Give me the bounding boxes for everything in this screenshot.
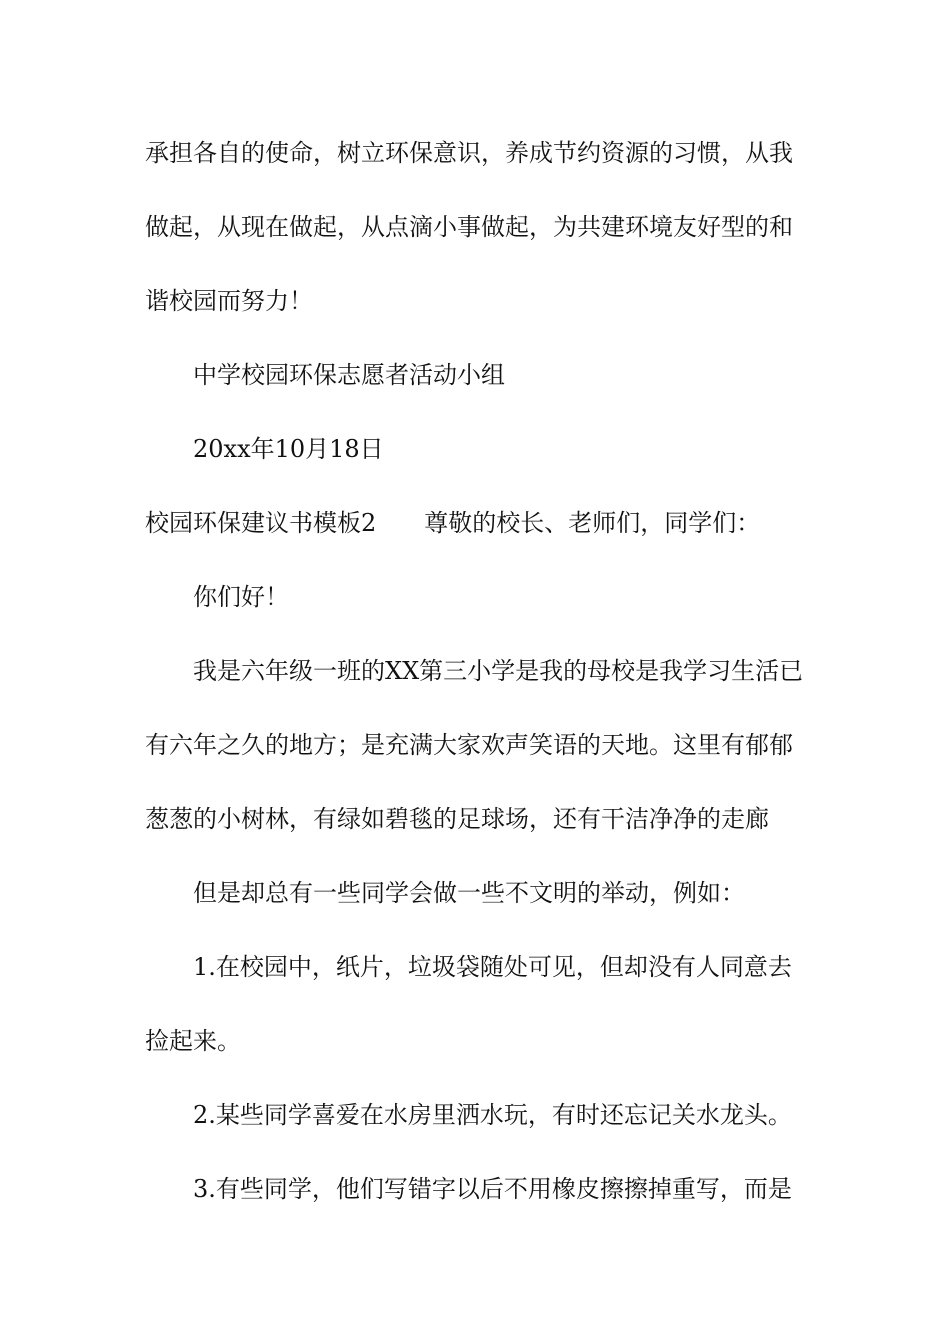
paragraph-line: 谐校园而努力！: [145, 287, 313, 315]
signature-date: 20xx年10月18日: [193, 435, 384, 463]
list-item-line: 1.在校园中，纸片，垃圾袋随处可见，但却没有人同意去: [193, 953, 792, 981]
section-heading-line: 校园环保建议书模板2 尊敬的校长、老师们，同学们：: [145, 509, 761, 537]
paragraph-line: 我是六年级一班的XX第三小学是我的母校是我学习生活已: [193, 657, 804, 685]
list-item-line: 3.有些同学，他们写错字以后不用橡皮擦擦掉重写，而是: [193, 1175, 792, 1203]
list-item-line: 2.某些同学喜爱在水房里洒水玩，有时还忘记关水龙头。: [193, 1101, 792, 1129]
greeting-line: 你们好！: [193, 583, 289, 611]
list-item-line: 捡起来。: [145, 1027, 241, 1055]
paragraph-line: 做起，从现在做起，从点滴小事做起，为共建环境友好型的和: [145, 213, 793, 241]
paragraph-line: 但是却总有一些同学会做一些不文明的举动，例如：: [193, 879, 745, 907]
signature-organization: 中学校园环保志愿者活动小组: [193, 361, 505, 389]
paragraph-line: 有六年之久的地方；是充满大家欢声笑语的天地。这里有郁郁: [145, 731, 793, 759]
paragraph-line: 承担各自的使命，树立环保意识，养成节约资源的习惯，从我: [145, 139, 793, 167]
paragraph-line: 葱葱的小树林，有绿如碧毯的足球场，还有干洁净净的走廊: [145, 805, 769, 833]
